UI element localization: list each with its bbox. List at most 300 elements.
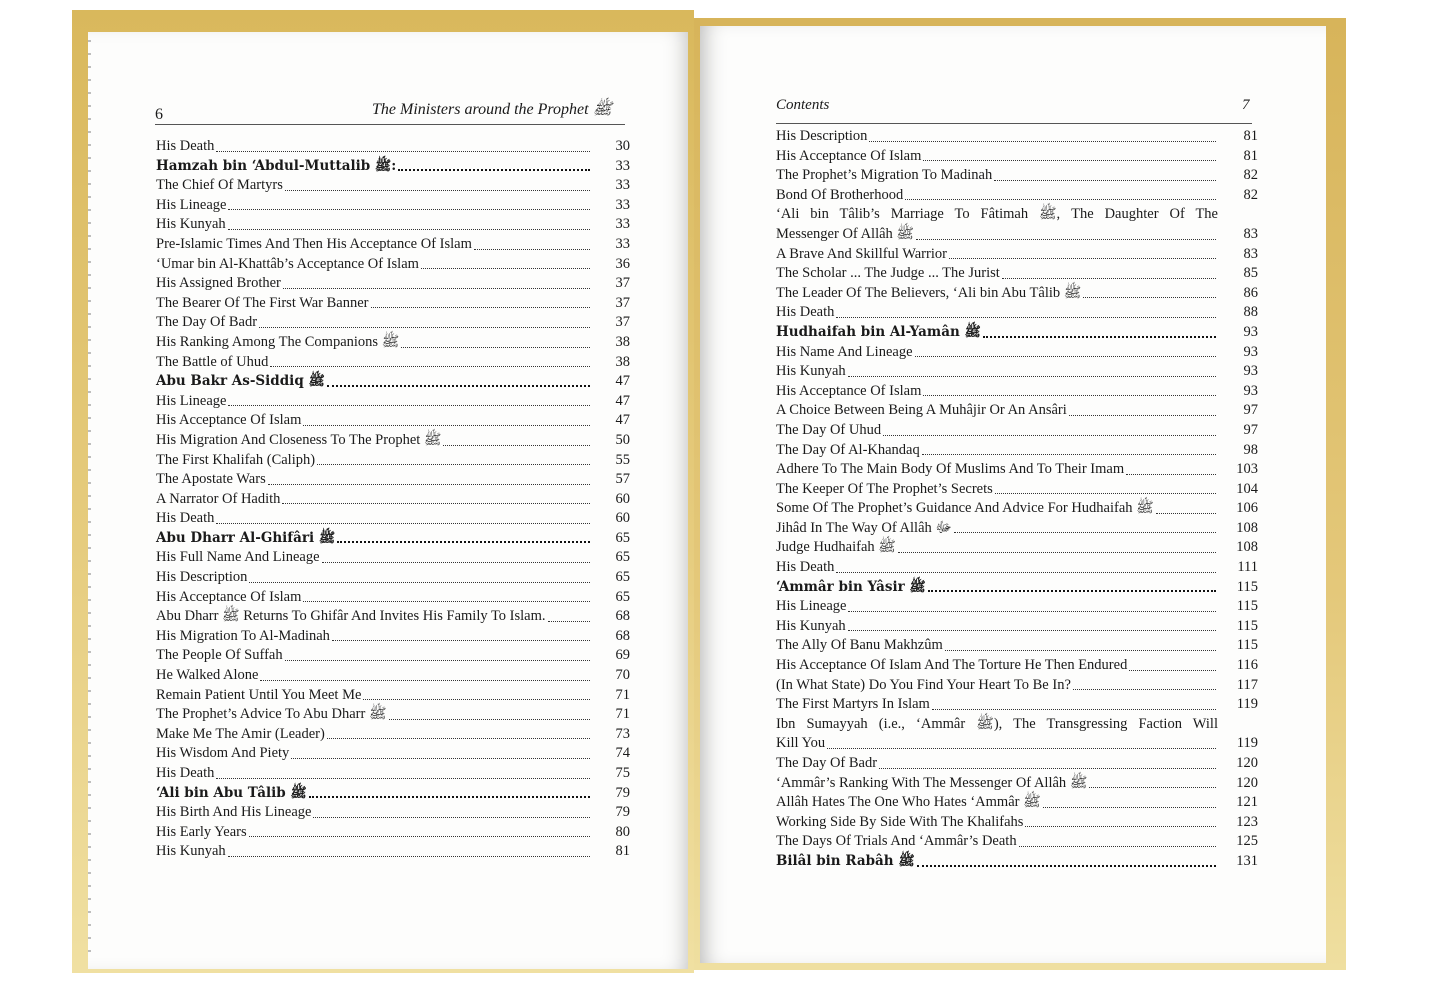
toc-page-number: 93 [1243,343,1258,360]
toc-entry [156,451,630,471]
toc-entry-title-cont: Kill You [776,735,826,752]
dot-leader [917,865,1216,867]
toc-entry [776,519,1258,539]
dot-leader [327,738,590,739]
toc-entry [156,235,630,255]
toc-entry [156,529,630,549]
toc-entry [776,793,1258,813]
dot-leader [285,660,590,661]
dot-leader [291,758,590,759]
toc-entry-title: The Chief Of Martyrs [156,177,283,194]
toc-entry-title: His Acceptance Of Islam [156,412,302,429]
right-header-rule [776,123,1252,124]
dot-leader [1129,670,1216,671]
toc-page-number: 57 [615,471,630,488]
dot-leader [363,699,590,700]
toc-entry-title: The Days Of Trials And ‘Ammâr’s Death [776,833,1017,850]
dot-leader [548,621,590,622]
dot-leader [879,768,1216,769]
toc-entry-title: His Kunyah [156,216,226,233]
dot-leader [282,503,590,504]
dot-leader [303,425,590,426]
toc-page-number: 74 [615,745,630,762]
dot-leader [836,317,1216,318]
dot-leader [443,445,590,446]
toc-entry-title: His Description [156,569,248,586]
toc-entry-title: ‘Ammâr bin Yâsir ﷺ [776,578,926,595]
dot-leader [995,493,1216,494]
toc-entry-title: Some Of The Prophet’s Guidance And Advice For Hudhaifah ﷺ [776,500,1154,517]
toc-page-number: 30 [615,138,630,154]
dot-leader [848,376,1216,377]
toc-entry [156,764,630,784]
toc-entry-title: The Day Of Badr [776,755,878,771]
toc-entry-title: A Narrator Of Hadith [156,490,281,507]
dot-leader [1002,278,1216,279]
toc-entry [776,715,1258,754]
toc-page-number: 37 [615,275,630,292]
toc-entry-title: His Death [776,304,835,321]
toc-entry [776,774,1258,794]
toc-entry-title: The Prophet’s Advice To Abu Dharr ﷺ [156,706,387,723]
dot-leader [1069,415,1216,416]
toc-page-number: 47 [615,412,630,429]
toc-entry-title: Working Side By Side With The Khalifahs [776,813,1024,830]
toc-page-number: 68 [615,627,630,644]
left-page-number: 6 [155,106,163,123]
toc-entry-title: Pre-Islamic Times And Then His Acceptance Of Islam [156,235,472,252]
toc-entry [156,705,630,725]
toc-entry [156,588,630,608]
toc-entry [776,166,1258,186]
dot-leader [945,650,1216,651]
toc-page-number: 65 [615,549,630,566]
toc-page-number: 33 [615,177,630,194]
toc-entry-title: His Acceptance Of Islam And The Torture He Then Endured [776,657,1128,674]
toc-entry [776,441,1258,461]
toc-page-number: 82 [1243,167,1258,184]
toc-entry [776,186,1258,206]
dot-leader [836,572,1216,573]
toc-entry-title: His Lineage [156,392,227,409]
toc-page-number: 79 [615,784,630,801]
toc-page-number: 47 [615,392,630,409]
toc-entry [776,617,1258,637]
toc-entry [156,313,630,333]
toc-entry-title-cont: Messenger Of Allâh ﷺ [776,225,914,242]
toc-page-number: 55 [615,451,630,468]
toc-entry [776,676,1258,696]
toc-entry [156,784,630,804]
dot-leader [249,836,590,837]
toc-entry-title: His Death [156,510,215,527]
toc-page-number: 38 [615,353,630,370]
toc-entry-title: Abu Bakr As-Siddiq ﷺ [156,373,325,390]
dot-leader [916,239,1216,240]
dot-leader [228,229,590,230]
toc-entry [156,470,630,490]
toc-page-number: 36 [615,255,630,272]
toc-entry [776,538,1258,558]
toc-entry [776,852,1258,872]
toc-entry-title: His Death [156,138,215,154]
toc-entry [776,264,1258,284]
toc-entry [156,294,630,314]
dot-leader [869,141,1216,142]
toc-page-number: 33 [615,216,630,233]
toc-entry-title: The People Of Suffah [156,647,283,664]
toc-entry [156,215,630,235]
toc-page-number: 116 [1236,657,1258,674]
dot-leader [327,385,590,387]
dot-leader [1089,787,1216,788]
dot-leader [905,199,1216,200]
dot-leader [1025,826,1216,827]
toc-page-number: 97 [1243,421,1258,438]
dot-leader [827,748,1216,749]
toc-entry-title: ‘Ali bin Tâlib’s Marriage To Fâtimah ﷺ, The Daughter Of The [776,206,1218,223]
left-header-rule [155,124,625,125]
toc-page-number: 71 [615,706,630,723]
toc-entry-title: He Walked Alone [156,667,259,684]
toc-entry [156,372,630,392]
toc-page-number: 68 [615,608,630,625]
toc-page-number: 33 [615,196,630,213]
dot-leader [270,366,590,367]
toc-page-number: 115 [1236,637,1258,654]
dot-leader [283,288,590,289]
toc-page-number: 83 [1243,245,1258,262]
dot-leader [332,640,590,641]
toc-entry [776,303,1258,323]
toc-entry [156,607,630,627]
toc-page-number: 111 [1237,559,1258,576]
toc-page-number: 104 [1236,480,1258,497]
dot-leader [260,680,590,681]
toc-entry [776,636,1258,656]
toc-entry [776,656,1258,676]
dot-leader [389,719,591,720]
left-toc-list [156,137,630,862]
toc-entry [156,255,630,275]
toc-page-number: 81 [1243,147,1258,164]
toc-entry-title: The Keeper Of The Prophet’s Secrets [776,480,993,497]
toc-page-number: 86 [1243,284,1258,301]
toc-entry [776,127,1258,147]
toc-entry [776,480,1258,500]
toc-entry-title: A Brave And Skillful Warrior [776,245,947,262]
toc-entry-title: His Name And Lineage [776,343,913,360]
toc-entry [156,137,630,157]
toc-entry [156,490,630,510]
toc-page-number: 108 [1236,519,1258,536]
toc-entry [156,803,630,823]
toc-page-number: 119 [1236,696,1258,713]
toc-entry-title: The Apostate Wars [156,471,266,488]
toc-page-number: 79 [615,804,630,821]
toc-entry [776,832,1258,852]
toc-page-number: 73 [615,725,630,742]
toc-entry-title: Bilâl bin Rabâh ﷺ [776,852,915,869]
toc-page-number: 82 [1243,186,1258,203]
toc-page-number: 93 [1243,363,1258,380]
toc-page-number: 108 [1236,539,1258,556]
toc-entry-title: His Death [776,559,835,576]
dot-leader [1019,846,1216,847]
toc-entry-title: The Day Of Al-Khandaq [776,441,920,458]
toc-entry [776,362,1258,382]
toc-entry-title: The Battle of Uhud [156,353,269,370]
toc-entry-title: His Migration To Al-Madinah [156,627,330,644]
toc-page-number: 75 [615,765,630,781]
toc-page-number: 69 [615,647,630,664]
toc-page-number: 33 [615,235,630,252]
dot-leader [928,590,1216,592]
toc-page-number: 88 [1243,304,1258,321]
toc-entry [156,392,630,412]
toc-entry-title: The First Martyrs In Islam [776,696,930,713]
toc-entry [156,568,630,588]
toc-entry-title: Bond Of Brotherhood [776,186,904,203]
dot-leader [228,856,590,857]
page-edge-binding [88,40,91,960]
toc-entry [156,725,630,745]
toc-page-number: 131 [1236,852,1258,869]
toc-entry-title: Jihâd In The Way Of Allâh ﷻ [776,519,952,536]
toc-entry-title: The Prophet’s Migration To Madinah [776,167,993,184]
toc-page-number: 93 [1243,382,1258,399]
dot-leader [228,209,590,210]
toc-entry [156,548,630,568]
dot-leader [303,601,590,602]
dot-leader [898,552,1216,553]
right-running-title: Contents [776,97,830,113]
dot-leader [398,169,590,171]
toc-entry-title: His Description [776,128,868,144]
dot-leader [337,541,590,543]
dot-leader [1156,513,1216,514]
dot-leader [313,817,590,818]
toc-page-number: 125 [1236,833,1258,850]
toc-page-number: 98 [1243,441,1258,458]
dot-leader [474,249,590,250]
toc-entry-title: His Full Name And Lineage [156,549,320,566]
toc-page-number: 80 [615,823,630,840]
toc-entry-title: His Assigned Brother [156,275,281,292]
toc-page-number: 38 [615,333,630,350]
dot-leader [401,347,590,348]
dot-leader [1073,689,1216,690]
dot-leader [994,180,1216,181]
toc-entry-title: Hudhaifah bin Al-Yamân ﷺ [776,323,981,340]
left-running-title: The Ministers around the Prophet ﷺ [372,101,612,118]
toc-entry-title: His Birth And His Lineage [156,804,312,821]
dot-leader [228,405,590,406]
dot-leader [949,258,1216,259]
toc-entry-title: His Acceptance Of Islam [776,147,922,164]
toc-entry [156,353,630,373]
dot-leader [322,562,590,563]
dot-leader [1126,474,1216,475]
dot-leader [848,611,1216,612]
toc-page-number: 93 [1243,323,1258,340]
dot-leader [932,709,1216,710]
toc-entry-title: His Acceptance Of Islam [156,588,302,605]
toc-entry-title: (In What State) Do You Find Your Heart To Be In? [776,676,1071,693]
toc-page-number: 60 [615,490,630,507]
right-toc-list [776,127,1258,872]
toc-entry [156,744,630,764]
toc-page-number: 37 [615,294,630,311]
toc-page-number: 47 [615,373,630,390]
dot-leader [216,151,590,152]
right-page-number: 7 [1242,97,1250,113]
toc-entry [776,499,1258,519]
toc-entry-title: His Ranking Among The Companions ﷺ [156,333,400,350]
dot-leader [1043,807,1216,808]
toc-entry-title: The Scholar ... The Judge ... The Jurist [776,265,1000,282]
toc-entry-title: The First Khalifah (Caliph) [156,451,316,468]
toc-entry-title: His Kunyah [156,843,226,860]
toc-entry [156,646,630,666]
dot-leader [249,582,590,583]
toc-entry-title: His Early Years [156,823,247,840]
toc-entry-title: Judge Hudhaifah ﷺ [776,539,896,556]
dot-leader [915,356,1216,357]
toc-entry [156,157,630,177]
dot-leader [421,268,590,269]
toc-entry [776,578,1258,598]
toc-entry-title: The Ally Of Banu Makhzûm [776,637,943,654]
toc-entry-title: His Migration And Closeness To The Prophet ﷺ [156,431,442,448]
dot-leader [285,190,590,191]
toc-entry-title: Make Me The Amir (Leader) [156,725,325,742]
toc-entry-title: His Lineage [156,196,227,213]
dot-leader [923,395,1216,396]
toc-page-number: 119 [1236,735,1258,752]
toc-entry-title: ‘Ammâr’s Ranking With The Messenger Of Allâh ﷺ [776,774,1088,791]
toc-page-number: 83 [1243,225,1258,242]
toc-entry [156,196,630,216]
toc-page-number: 37 [615,314,630,331]
dot-leader [1083,297,1216,298]
toc-page-number: 121 [1236,794,1258,811]
toc-page-number: 123 [1236,813,1258,830]
toc-page-number: 81 [1243,128,1258,144]
toc-entry [776,460,1258,480]
toc-entry-title: Adhere To The Main Body Of Muslims And To Their Imam [776,461,1125,478]
dot-leader [216,778,590,779]
toc-entry [776,205,1258,244]
toc-page-number: 65 [615,588,630,605]
toc-entry [156,666,630,686]
toc-entry [156,842,630,862]
dot-leader [371,307,590,308]
toc-page-number: 71 [615,686,630,703]
toc-entry-title: His Kunyah [776,617,846,634]
toc-entry-title: The Leader Of The Believers, ‘Ali bin Abu Tâlib ﷺ [776,284,1082,301]
toc-entry [156,274,630,294]
toc-entry-title: A Choice Between Being A Muhâjir Or An Ansâri [776,402,1067,419]
toc-entry [776,382,1258,402]
toc-entry [776,323,1258,343]
dot-leader [922,454,1216,455]
toc-entry [776,754,1258,774]
toc-entry [776,343,1258,363]
toc-page-number: 85 [1243,265,1258,282]
toc-entry [156,823,630,843]
dot-leader [923,160,1216,161]
dot-leader [317,464,590,465]
dot-leader [954,532,1216,533]
toc-entry [156,411,630,431]
toc-entry-title: Abu Dharr Al-Ghifâri ﷺ [156,529,336,546]
dot-leader [309,796,590,798]
toc-page-number: 60 [615,510,630,527]
toc-entry [776,558,1258,578]
toc-entry-title: ‘Ali bin Abu Tâlib ﷺ [156,784,307,801]
toc-page-number: 33 [615,157,630,174]
toc-entry-title: The Day Of Badr [156,314,258,331]
toc-page-number: 65 [615,569,630,586]
toc-page-number: 117 [1236,676,1258,693]
toc-entry [156,686,630,706]
toc-entry [776,401,1258,421]
toc-entry [776,421,1258,441]
toc-entry [776,284,1258,304]
toc-entry [776,597,1258,617]
toc-entry [156,333,630,353]
toc-entry [156,627,630,647]
toc-entry-title: His Death [156,765,215,781]
dot-leader [848,630,1216,631]
dot-leader [983,336,1216,338]
toc-page-number: 120 [1236,774,1258,791]
toc-entry [776,813,1258,833]
toc-entry-title: ‘Umar bin Al-Khattâb’s Acceptance Of Islam [156,255,419,272]
toc-page-number: 81 [615,843,630,860]
toc-page-number: 120 [1236,755,1258,771]
toc-entry-title: Ibn Sumayyah (i.e., ‘Ammâr ﷺ), The Transgressing Faction Will [776,715,1218,732]
toc-entry-title: His Kunyah [776,363,846,380]
toc-page-number: 50 [615,431,630,448]
dot-leader [259,327,590,328]
toc-page-number: 70 [615,667,630,684]
toc-page-number: 103 [1236,461,1258,478]
toc-entry [156,509,630,529]
toc-entry [156,431,630,451]
toc-page-number: 115 [1236,617,1258,634]
toc-entry-title: His Acceptance Of Islam [776,382,922,399]
toc-page-number: 115 [1236,598,1258,615]
toc-entry-title: His Lineage [776,598,847,615]
toc-entry-title: The Bearer Of The First War Banner [156,294,369,311]
toc-entry-title: Allâh Hates The One Who Hates ‘Ammâr ﷺ [776,794,1041,811]
toc-entry-title: The Day Of Uhud [776,421,882,438]
toc-entry-title: His Wisdom And Piety [156,745,290,762]
toc-entry [776,147,1258,167]
dot-leader [883,435,1216,436]
toc-entry-title: Remain Patient Until You Meet Me [156,686,362,703]
dot-leader [268,484,590,485]
toc-page-number: 106 [1236,500,1258,517]
toc-entry [776,245,1258,265]
toc-page-number: 65 [615,529,630,546]
toc-entry [156,176,630,196]
dot-leader [216,523,590,524]
toc-entry [776,695,1258,715]
toc-page-number: 97 [1243,402,1258,419]
